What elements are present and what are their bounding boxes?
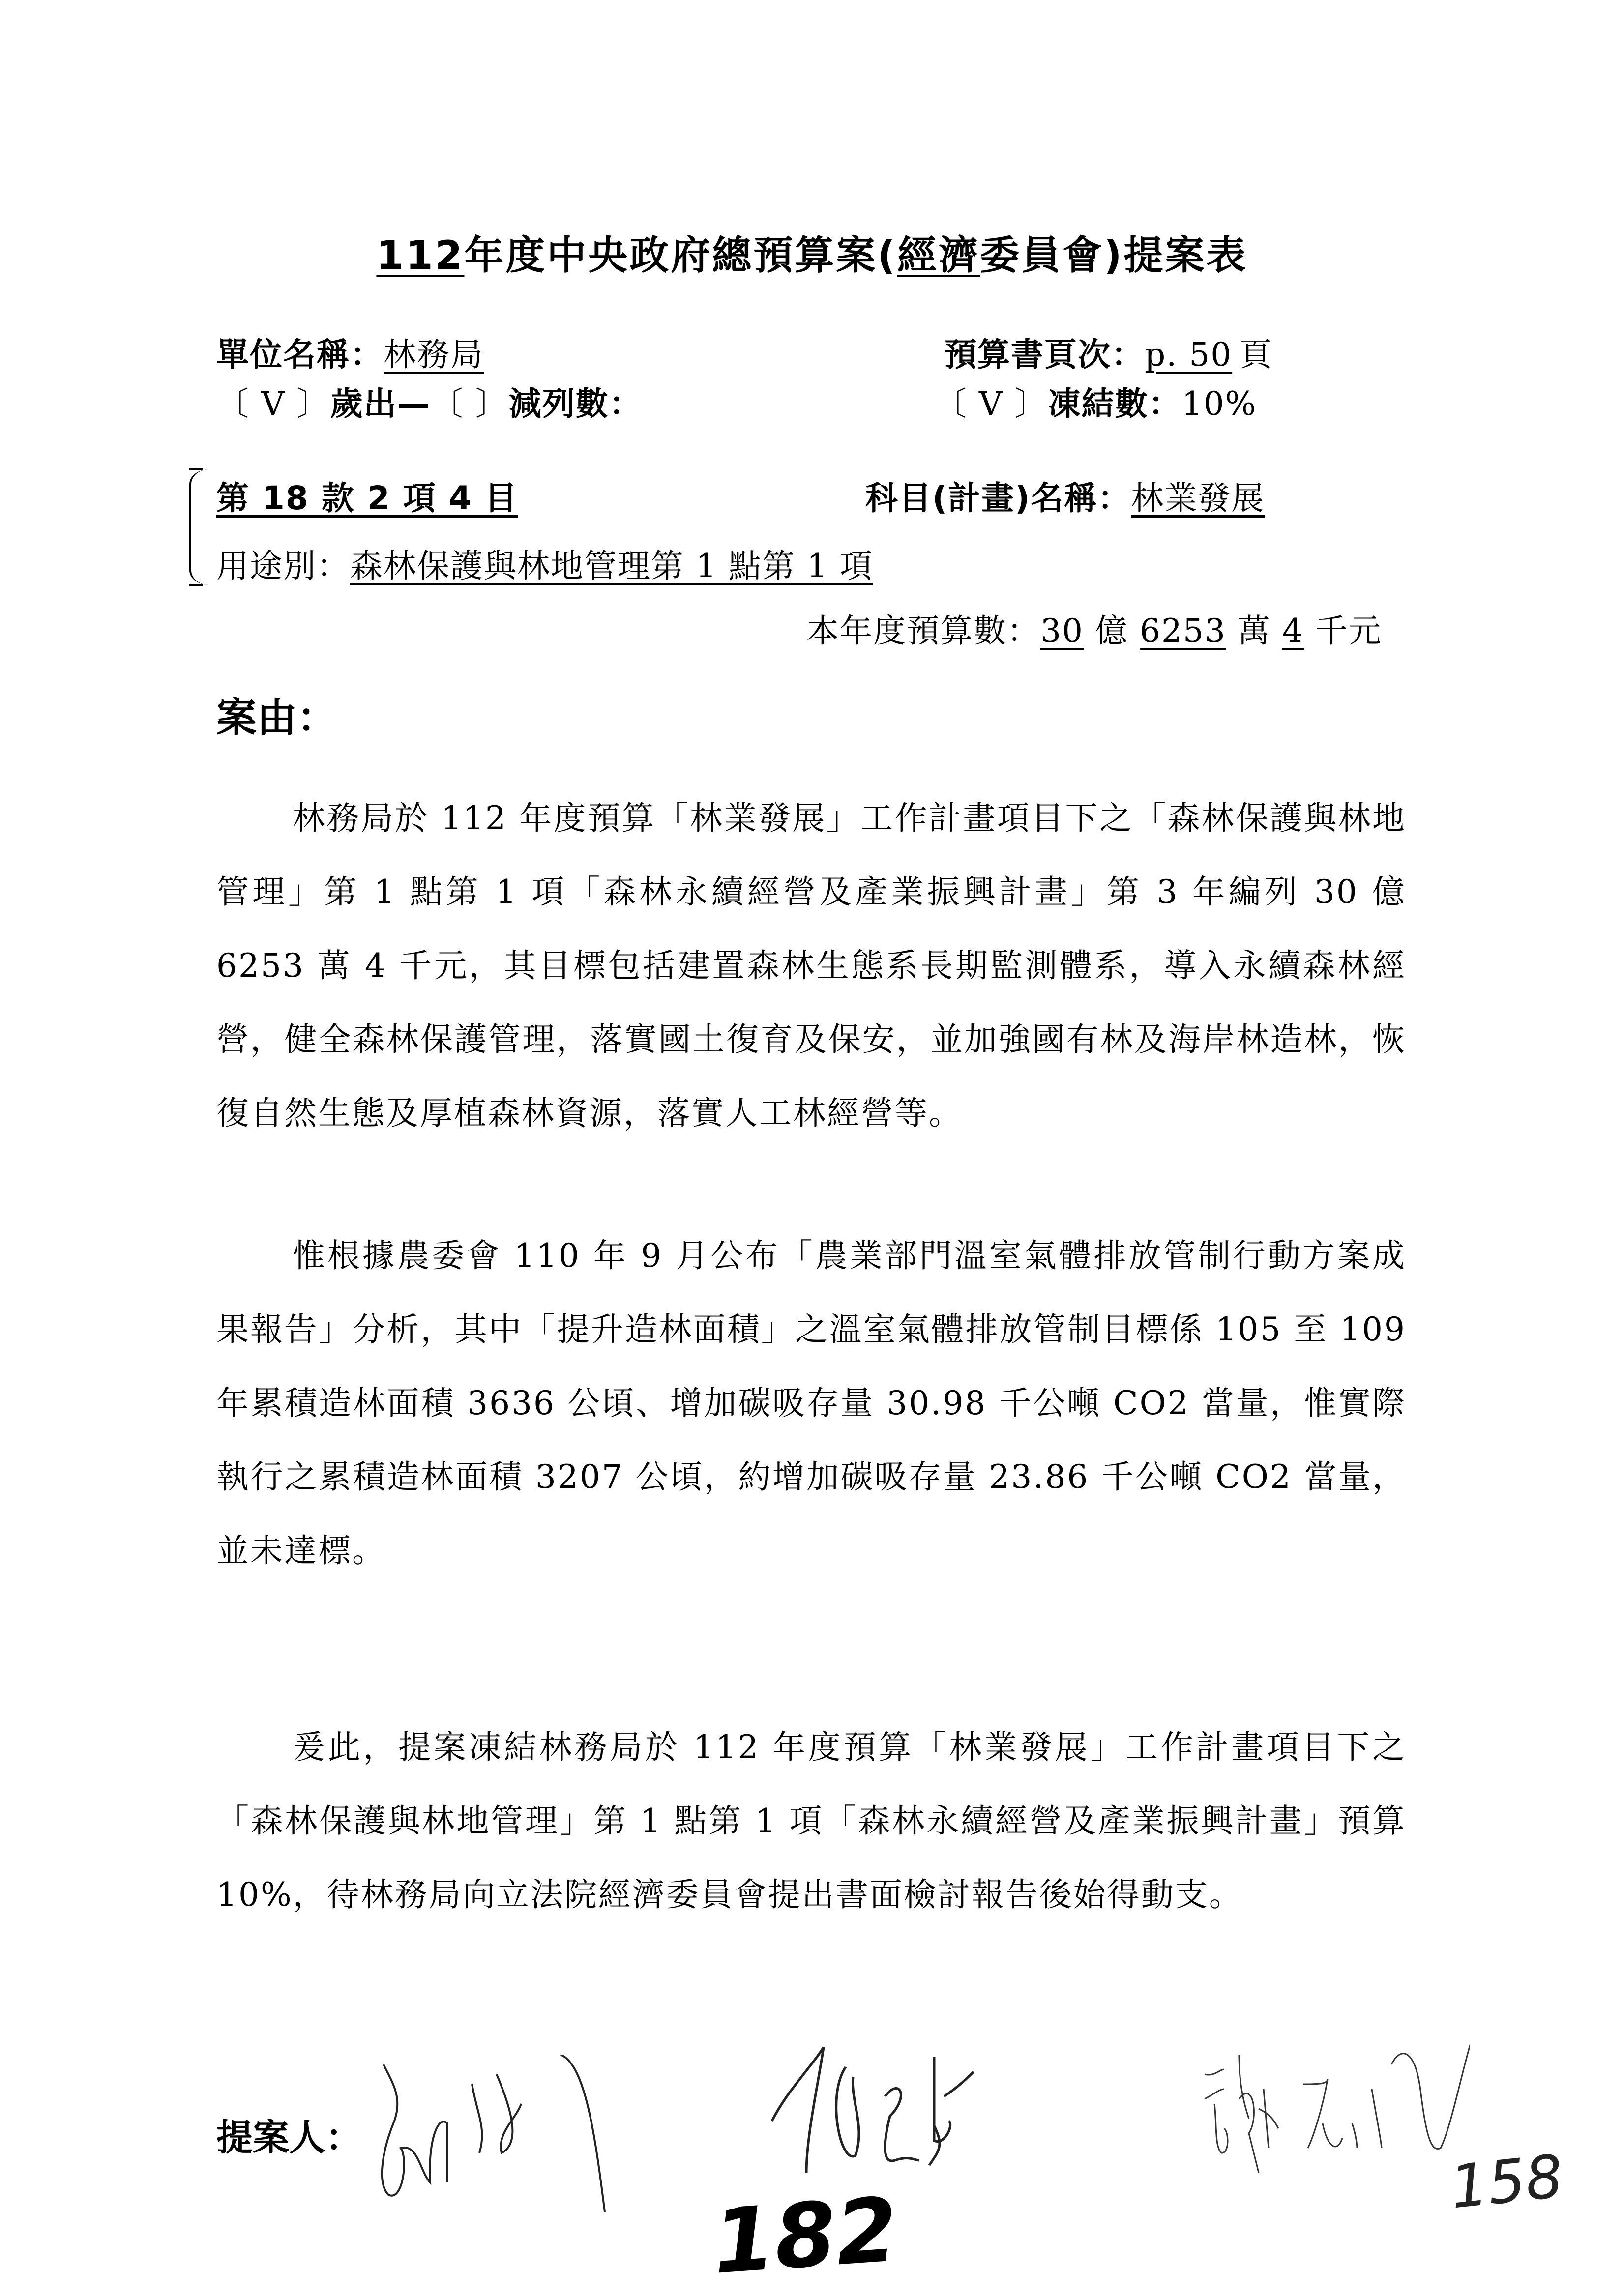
item-code [216,472,518,519]
item-code-value: 第 18 款 2 項 4 目 [216,479,518,517]
unit-name-label: 單位名稱： [216,336,384,374]
handwritten-signature-3 [1195,2030,1470,2182]
title-committee: 經濟 [897,233,980,278]
reason-paragraph-1: 林務局於 112 年度預算「林業發展」工作計畫項目下之「森林保護與林地管理」第 1 點第 1 項「森林永續經營及產業振興計畫」第 3 年編列 30 億 6253 萬 4 千元，其目標包括建置森林生態系長期監測體系，導入永續森林經營，健全森林保護管理，落實國土復育及保安，並加強國有林及海岸林造林，恢復自然生態及厚植森林資源，落實人工林經營等。 [216,799,1406,1132]
expense-checkbox: 〔 V 〕 [216,385,330,423]
annual-budget-label: 本年度預算數： [806,612,1040,650]
usage-field [216,540,873,586]
budget-wan-unit: 萬 [1237,612,1271,650]
budget-qian-unit: 千元 [1315,612,1382,650]
reason-heading: 案由： [216,695,338,741]
handwritten-number-158: 158 [1447,2142,1566,2222]
freeze-value: 10% [1181,385,1257,423]
subject-field [865,472,1265,519]
title-year: 112 [376,233,465,278]
reason-paragraph-3: 爰此，提案凍結林務局於 112 年度預算「林業發展」工作計畫項目下之「森林保護與林地管理」第 1 點第 1 項「森林永續經營及產業振興計畫」預算 10%，待林務局向立法院經濟委員會提出書面檢討報告後始得動支。 [216,1728,1406,1914]
proposer-label: 提案人： [216,2117,362,2159]
freeze-checkbox: 〔 V 〕 [934,385,1048,423]
expense-label: 歲出— [330,385,431,423]
reason-paragraph-2: 惟根據農委會 110 年 9 月公布「農業部門溫室氣體排放管制行動方案成果報告」分析，其中「提升造林面積」之溫室氣體排放管制目標係 105 至 109 年累積造林面積 3636 公頃、增加碳吸存量 30.98 千公噸 CO2 當量，惟實際執行之累積造林面積 3207 公頃，約增加碳吸存量 23.86 千公噸 CO2 當量，並未達標。 [216,1237,1406,1569]
subject-label: 科目(計畫)名稱： [865,479,1131,517]
annual-budget-field [806,605,1382,651]
budget-page-suffix: 頁 [1239,336,1273,374]
title-part1: 年度中央政府總預算案( [464,233,897,278]
budget-page-field [944,328,1272,375]
reduction-checkbox: 〔 〕 [430,385,509,423]
unit-name-value: 林務局 [384,336,484,374]
budget-qian-value: 4 [1282,612,1304,650]
usage-value: 森林保護與林地管理第 1 點第 1 項 [350,547,873,585]
budget-yi-unit: 億 [1094,612,1128,650]
expense-reduction-field [216,378,643,424]
handwritten-signature-1 [374,2055,610,2212]
budget-page-label: 預算書頁次： [944,336,1145,374]
subject-value: 林業發展 [1131,479,1265,517]
title-part2: 委員會)提案表 [980,233,1248,278]
handwritten-signature-2 [767,2037,1042,2180]
usage-label: 用途別： [216,547,350,585]
budget-page-value: p. 50 [1145,336,1233,374]
document-title [0,224,1624,280]
freeze-field [934,378,1257,424]
budget-wan-value: 6253 [1139,612,1226,650]
budget-yi-value: 30 [1040,612,1084,650]
reduction-label: 減列數： [508,385,643,423]
handwritten-number-182: 182 [709,2179,901,2294]
unit-name-field [216,328,484,375]
freeze-label: 凍結數： [1048,385,1182,423]
item-bracket [189,469,211,585]
